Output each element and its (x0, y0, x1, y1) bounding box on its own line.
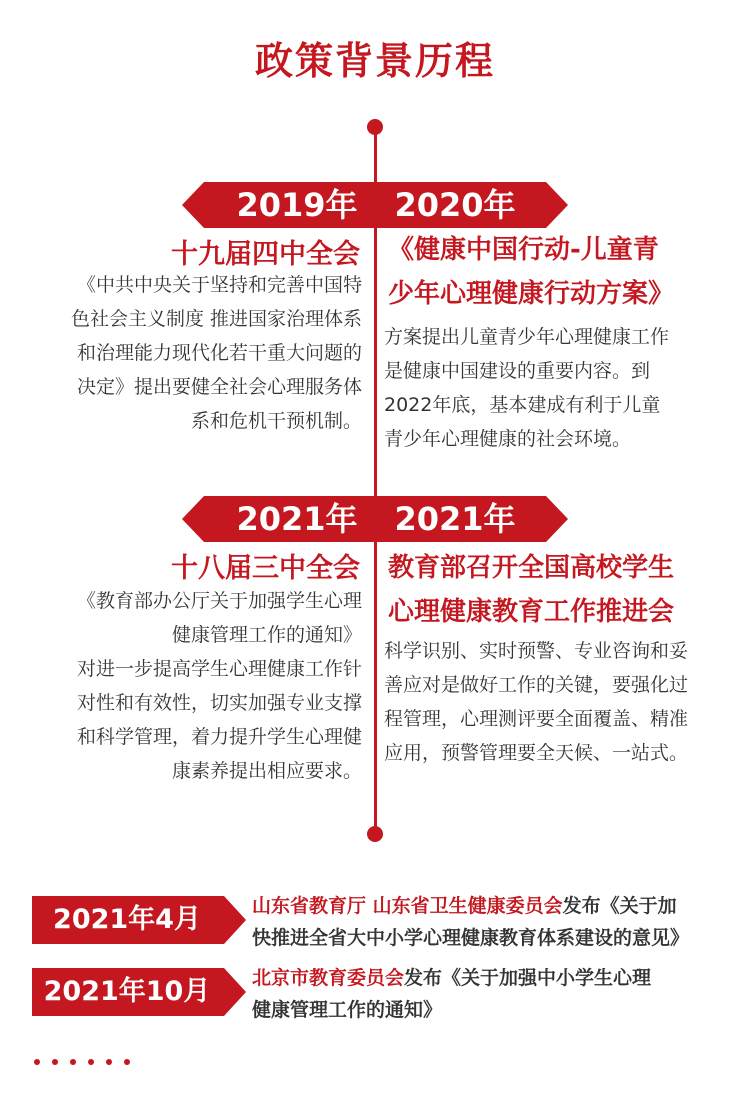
text-line: 系和危机干预机制。 (190, 410, 362, 432)
text-line: 康素养提出相应要求。 (171, 760, 362, 782)
decorative-dots (34, 1050, 142, 1069)
right-heading (388, 228, 728, 316)
right-heading (388, 546, 728, 634)
year-right: 2021年 (394, 500, 516, 538)
year-banner-2 (182, 496, 568, 542)
event-line-text: 发布《关于加强中小学生心理 (404, 967, 652, 989)
text-line: 方案提出儿童青少年心理健康工作 (384, 326, 670, 348)
heading-line: 教育部召开全国高校学生 (388, 553, 675, 583)
event-line: 快推进全省大中小学心理健康教育体系建设的意见》 (252, 927, 690, 949)
text-line: 善应对是做好工作的关键，要强化过 (384, 674, 689, 696)
left-heading: 十八届三中全会 (171, 553, 360, 584)
text-line: 是健康中国建设的重要内容。到 (384, 360, 651, 382)
text-line: 科学识别、实时预警、专业咨询和妥 (384, 640, 689, 662)
heading-line: 《健康中国行动-儿童青 (388, 235, 659, 265)
event-line (252, 890, 722, 922)
year-right: 2020年 (394, 186, 516, 224)
year-banner-1 (182, 182, 568, 228)
timeline-end-dot (367, 826, 383, 842)
text-line: 决定》提出要健全社会心理服务体 (76, 376, 362, 398)
left-body (22, 584, 362, 788)
event-date-tag (32, 896, 246, 944)
event-date: 2021年10月 (43, 976, 211, 1007)
text-line: 应用，预警管理要全天候、一站式。 (384, 742, 689, 764)
text-line: 对性和有效性，切实加强专业支撑 (76, 692, 362, 714)
left-heading: 十九届四中全会 (171, 239, 360, 270)
event-line: 健康管理工作的通知》 (252, 999, 443, 1021)
timeline-line (374, 126, 377, 834)
text-line: 青少年心理健康的社会环境。 (384, 428, 632, 450)
text-line: 《教育部办公厅关于加强学生心理 (76, 590, 362, 612)
text-line: 和科学管理，着力提升学生心理健 (76, 726, 362, 748)
event-text (252, 962, 722, 1026)
timeline-start-dot (367, 119, 383, 135)
event-line (252, 962, 722, 994)
text-line: 程管理，心理测评要全面覆盖、精准 (384, 708, 689, 730)
event-text (252, 890, 722, 954)
event-date: 2021年4月 (53, 904, 201, 935)
text-line: 健康管理工作的通知》 (171, 624, 362, 646)
right-body (384, 320, 724, 456)
text-line: 色社会主义制度 推进国家治理体系 (70, 308, 362, 330)
event-line-text: 发布《关于加 (562, 895, 677, 917)
left-body (22, 268, 362, 438)
page-title: 政策背景历程 (254, 39, 495, 83)
event-org: 北京市教育委员会 (252, 967, 405, 989)
text-line: 和治理能力现代化若干重大问题的 (76, 342, 362, 364)
year-left: 2019年 (236, 186, 358, 224)
heading-line: 心理健康教育工作推进会 (388, 597, 675, 627)
year-left: 2021年 (236, 500, 358, 538)
text-line: 对进一步提高学生心理健康工作针 (76, 658, 362, 680)
right-body (384, 634, 724, 770)
text-line: 2022年底，基本建成有利于儿童 (384, 394, 661, 416)
event-date-tag (32, 968, 246, 1016)
event-org: 山东省教育厅 山东省卫生健康委员会 (252, 895, 563, 917)
heading-line: 少年心理健康行动方案》 (388, 279, 675, 309)
text-line: 《中共中央关于坚持和完善中国特 (76, 274, 362, 296)
